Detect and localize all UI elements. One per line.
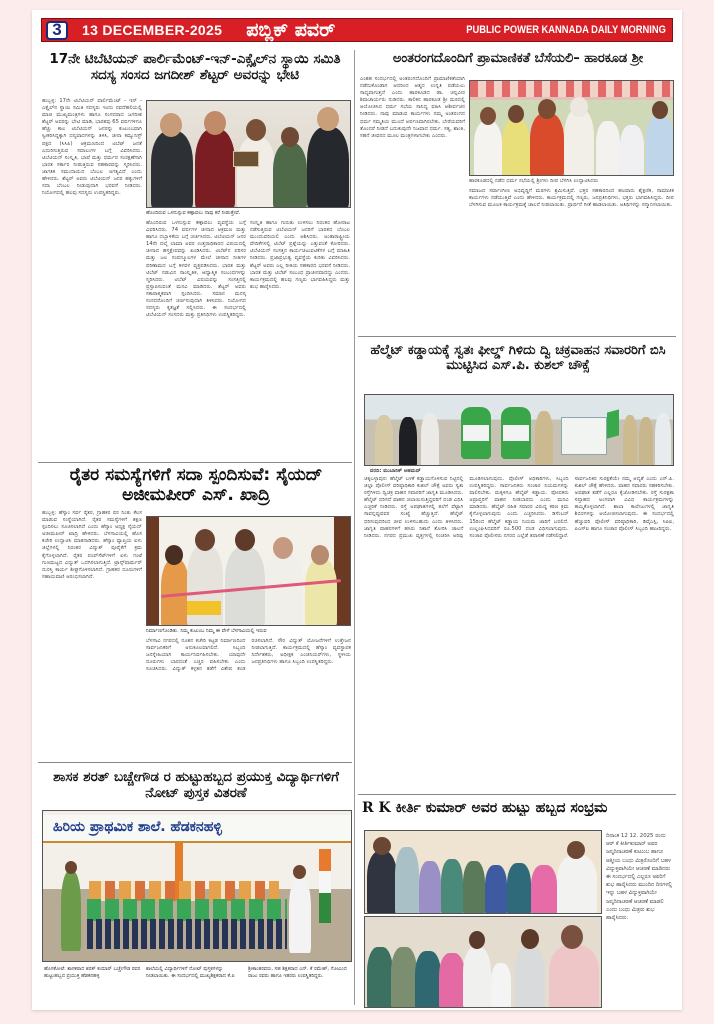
article-body: ಸಮಾಜದ ಸರ್ವಾಂಗೀಣ ಅಭಿವೃದ್ಧಿಗೆ ಮಠಗಳು ಶ್ರಮಿಸುತ್ತಿವೆ. ಭಕ್ತರ ಸಹಕಾರದಿಂದ ಹಲವಾರು ಶೈಕ್ಷಣಿಕ, ಸಾಮಾಜಿಕ ಕಾರ್ಯಗಳು ನಡೆಯುತ್ತಿವೆ ಎಂದು ಹೇಳಿದರು. ಕಾರ್ಯಕ್ರಮದಲ್ಲಿ ಗಣ್ಯರು, ಜನಪ್ರತಿನಿಧಿಗಳು, ಭಕ್ತರು ಭಾಗವಹಿಸಿದ್ದರು. ದೀಪ ಬೆಳಗಿಸುವ ಮೂಲಕ ಕಾರ್ಯಕ್ರಮಕ್ಕೆ ಚಾಲನೆ ನೀಡಲಾಯಿತು. ಪ್ರಾರ್ಥನೆ ಗೀತೆ ಹಾಡಲಾಯಿತು. ಅತಿಥಿಗಳನ್ನು ಸನ್ಮಾನಿಸಲಾಯಿತು.: [469, 188, 674, 209]
edition-date: 13 DECEMBER-2025: [82, 22, 223, 38]
photo-caption: ಹೊಂದಿರುವ ಒಳನುಸ್ಸುವ ಕಣ್ಗಾವಲು ನಾವು ಕರೆ ನೀಡುತ್ತೇವೆ.: [146, 210, 241, 216]
article-body: ಹಾರಕೂಡದಲ್ಲಿ ನಡೆದ ಧರ್ಮ ಸಭೆಯಲ್ಲಿ ಶ್ರೀಗಳು ದೀಪ ಬೆಳಗಿಸಿ ಉದ್ಘಾಟಿಸಿದರು: [469, 178, 599, 184]
headline-notebook-distribution[interactable]: ಶಾಸಕ ಶರತ್ ಬಚ್ಚೇಗೌಡ ರ ಹುಟ್ಟುಹಬ್ಬದ ಪ್ರಯುಕ್ತ ವಿದ್ಯಾರ್ಥಿಗಳಿಗೆ ನೋಟ್ ಪುಸ್ತಕ ವಿತರಣೆ: [53, 769, 339, 801]
section-divider: [358, 794, 676, 795]
column-divider: [354, 50, 355, 1005]
section-divider: [38, 762, 352, 763]
page-number: 3: [46, 21, 68, 40]
headline-farmers-syed[interactable]: ರೈತರ ಸಮಸ್ಯೆಗಳಿಗೆ ಸದಾ ಸ್ಪಂದಿಸುವೆ: ಸೈಯದ್ ಅಜೀಮಪೀರ್ ಎಸ್. ಖಾದ್ರಿ: [69, 465, 323, 505]
photo-caption: ಶಾಲೆಯಲ್ಲಿ ವಿದ್ಯಾರ್ಥಿಗಳಿಗೆ ನೋಟ್ ಪುಸ್ತಕಗಳನ್ನು ನೀಡಲಾಯಿತು. ಈ ಸಂದರ್ಭದಲ್ಲಿ ಮುಖ್ಯಶಿಕ್ಷಕರಾದ ಕೆ.ಪಿ: [146, 966, 235, 979]
article-body: ಹುಬ್ಬಳ್ಳಿ: ಹೆಸ್ಕಾಂ ಸರ್ವ ರೈತರ, ಗ್ರಾಹಕರ ಪರ ನಿಂತು ಕೆಲಸ ಮಾಡುವ ಸಂಸ್ಥೆಯಾಗಿದೆ. ರೈತರ ಸಮಸ್ಯೆಗಳಿಗೆ ತಕ್ಷಣ ಸ್ಪಂದಿಸಲು ಸೂಚಿಸಲಾಗಿದೆ ಎಂದು ಹೆಸ್ಕಾಂ ಅಧ್ಯಕ್ಷ ಸೈಯದ್ ಅಜೀಮಪೀರ್ ಖಾದ್ರಿ ಹೇಳಿದರು. ಬೆಳಗಾವಿಯಲ್ಲಿ ಹೊಸ ಕಚೇರಿ ಉದ್ಘಾಟಿಸಿ ಮಾತನಾಡಿದರು. ಹೆಸ್ಕಾಂ ವ್ಯಾಪ್ತಿಯ ಏಳು ಜಿಲ್ಲೆಗಳಲ್ಲಿ ನಿರಂತರ ವಿದ್ಯುತ್ ಪೂರೈಕೆಗೆ ಕ್ರಮ ಕೈಗೊಳ್ಳಲಾಗಿದೆ. ರೈತರ ಪಂಪ್‌ಸೆಟ್‌ಗಳಿಗೆ ಏಳು ಗಂಟೆ ಗುಣಮಟ್ಟದ ವಿದ್ಯುತ್ ಒದಗಿಸಲಾಗುತ್ತಿದೆ. ಟ್ರಾನ್ಸ್‌ಫಾರ್ಮರ್ ದುರಸ್ತಿ ಕಾರ್ಯ ಶೀಘ್ರಗೊಳಿಸಲಾಗಿದೆ. ಗ್ರಾಹಕರ ದೂರುಗಳಿಗೆ ಸಹಾಯವಾಣಿ ಆರಂಭಿಸಲಾಗಿದೆ.: [42, 510, 142, 580]
photo-birthday-family-1[interactable]: [364, 830, 602, 914]
masthead: [41, 18, 673, 42]
article-body: ದಿನಾಂಕ 12 12. 2025 ರಂದು ಆರ್ ಕೆ ಕೀರ್ತಿಕುಮಾರ್ ಅವರ ಜನ್ಮದಿನಾಚರಣೆ ಕುಟುಂಬ ಹಾಗೂ ಆತ್ಮೀಯ ಬಂಧು ಮಿತ್ರರೊಂದಿಗೆ ಬಹಳ ವಿದ್ಯುಕ್ತವಾಗಿಯೇ ಆಚರಣೆ ಮಾಡಿದರು ಈ ಸಂದರ್ಭದಲ್ಲಿ ಎಲ್ಲರೂ ಅವರಿಗೆ ಶುಭ ಹಾರೈಸಿದರು ಮುಂದಿನ ದಿನಗಳಲ್ಲಿ ಇನ್ನು ಬಹಳ ವಿದ್ಯುಕ್ತವಾಗಿಯೇ ಜನ್ಮದಿನಾಚರಣೆ ಆಚರಣೆ ಮಾಡಲಿ ಎಂದು ಬಂಧು ಮಿತ್ರರು ಶುಭ ಹಾರೈಸಿದರು.: [606, 833, 673, 922]
newspaper-title: ಪಬ್ಲಿಕ್ ಪವರ್: [246, 19, 336, 41]
headline-rk-keerthi-birthday[interactable]: R K ಕೀರ್ತಿ ಕುಮಾರ್ ಅವರ ಹುಟ್ಟು ಹಬ್ಬದ ಸಂಭ್ರಮ: [362, 800, 608, 816]
article-body: ಚಿಕ್ಕಬಳ್ಳಾಪುರ: ಹೆಲ್ಮೆಟ್ ಬಳಕೆ ಕಡ್ಡಾಯಗೊಳಿಸುವ ನಿಟ್ಟಿನಲ್ಲಿ ಜಿಲ್ಲಾ ಪೊಲೀಸ್ ವರಿಷ್ಠಾಧಿಕಾರಿ ಕುಶಲ್ ಚೌಕ್ಸೆ ಅವರು ಸ್ವತಃ ರಸ್ತೆಗಿಳಿದು ದ್ವಿಚಕ್ರ ವಾಹನ ಸವಾರರಿಗೆ ಜಾಗೃತಿ ಮೂಡಿಸಿದರು. ಹೆಲ್ಮೆಟ್ ಧರಿಸದೆ ವಾಹನ ಚಲಾಯಿಸುತ್ತಿದ್ದವರಿಗೆ ದಂಡ ವಿಧಿಸಿ ಎಚ್ಚರಿಕೆ ನೀಡಿದರು. ರಸ್ತೆ ಅಪಘಾತಗಳಲ್ಲಿ ತಲೆಗೆ ಪೆಟ್ಟಾಗಿ ಸಾವನ್ನಪ್ಪುವವರ ಸಂಖ್ಯೆ ಹೆಚ್ಚುತ್ತಿದೆ. ಹೆಲ್ಮೆಟ್ ಧರಿಸುವುದರಿಂದ ಜೀವ ಉಳಿಸಬಹುದು ಎಂದು ತಿಳಿಸಿದರು. ಜಾಗೃತಿ ವಾಹನಗಳಿಗೆ ಹಸಿರು ನಿಶಾನೆ ತೋರಿಸಿ ಚಾಲನೆ ನೀಡಿದರು. ನಗರದ ಪ್ರಮುಖ ವೃತ್ತಗಳಲ್ಲಿ ಸಂಚರಿಸಿ ಅರಿವು ಮೂಡಿಸಲಾಗುವುದು. ಪೊಲೀಸ್ ಅಧಿಕಾರಿಗಳು, ಸಿಬ್ಬಂದಿ ಉಪಸ್ಥಿತರಿದ್ದರು. ಸಾರ್ವಜನಿಕರು ಸಂಚಾರ ನಿಯಮಗಳನ್ನು ಪಾಲಿಸಬೇಕು. ಮಕ್ಕಳಿಗೂ ಹೆಲ್ಮೆಟ್ ಕಡ್ಡಾಯ. ಪೋಷಕರು ಅಪ್ರಾಪ್ತರಿಗೆ ವಾಹನ ನೀಡಬಾರದು ಎಂದು ಮನವಿ ಮಾಡಿದರು. ಹೆಲ್ಮೆಟ್ ರಹಿತ ಸವಾರರ ವಿರುದ್ಧ ಕಠಿಣ ಕ್ರಮ ಕೈಗೊಳ್ಳಲಾಗುವುದು ಎಂದು ಎಚ್ಚರಿಸಿದರು. ಡಿಸೆಂಬರ್ 15ರಿಂದ ಹೆಲ್ಮೆಟ್ ಕಡ್ಡಾಯ ನಿಯಮ ಜಾರಿಗೆ ಬರಲಿದೆ. ಉಲ್ಲಂಘಿಸಿದವರಿಗೆ ರೂ.500 ದಂಡ ವಿಧಿಸಲಾಗುವುದು. ಸಂಚಾರ ಪೊಲೀಸರು ನಗರದ ಎಲ್ಲೆಡೆ ತಪಾಸಣೆ ನಡೆಸಲಿದ್ದಾರೆ. ಸಾರ್ವಜನಿಕರ ಸುರಕ್ಷತೆಯೇ ನಮ್ಮ ಆದ್ಯತೆ ಎಂದು ಎಸ್.ಪಿ. ಕುಶಲ್ ಚೌಕ್ಸೆ ಹೇಳಿದರು. ವಾಹನ ಸವಾರರು ಸಹಕರಿಸಬೇಕು. ಅಪಘಾತ ತಡೆಗೆ ಎಲ್ಲರೂ ಕೈಜೋಡಿಸಬೇಕು. ರಸ್ತೆ ಸುರಕ್ಷತಾ ಸಪ್ತಾಹದ ಅಂಗವಾಗಿ ವಿವಿಧ ಕಾರ್ಯಕ್ರಮಗಳನ್ನು ಹಮ್ಮಿಕೊಳ್ಳಲಾಗಿದೆ. ಶಾಲಾ ಕಾಲೇಜುಗಳಲ್ಲಿ ಜಾಗೃತಿ ಶಿಬಿರಗಳನ್ನು ಆಯೋಜಿಸಲಾಗುವುದು. ಈ ಸಂದರ್ಭದಲ್ಲಿ ಹೆಚ್ಚುವರಿ ಪೊಲೀಸ್ ವರಿಷ್ಠಾಧಿಕಾರಿ, ಡಿವೈಎಸ್ಪಿ, ಸಿಪಿಐ, ಪಿಎಸ್ಐ ಹಾಗೂ ಸಂಚಾರ ಪೊಲೀಸ್ ಸಿಬ್ಬಂದಿ ಹಾಜರಿದ್ದರು.: [364, 476, 674, 539]
section-divider: [358, 336, 676, 337]
photo-birthday-family-2[interactable]: [364, 916, 602, 1008]
photo-caption: ನಿರ್ಮಾಣಗೊಂಡಿತು. ನಿಮ್ಮ ಕುಟುಂಬ ನಿಮ್ಮ ಈ ವೇಳೆ ಬೆಳಗಾವಿಯಲ್ಲಿ ಇರುವ: [146, 628, 267, 634]
photo-school-students[interactable]: [42, 810, 352, 962]
photo-caption: ಶ್ರೀಕಾಂತರವರು, ಸಹ ಶಿಕ್ಷಕರಾದ ಎನ್. ಕೆ ರಮೇಶ್, ಗೋವಿಂದ ರಾಜು ರವರು ಹಾಗೂ ಇತರರು ಉಪಸ್ಥಿತರಿದ್ದರು.: [248, 966, 347, 979]
school-sign: ಹಿರಿಯ ಪ್ರಾಥಮಿಕ ಶಾಲೆ. ಹೆಡಕನಹಳ್ಳಿ: [53, 819, 222, 835]
headline-helmet-awareness[interactable]: ಹೆಲ್ಮೆಟ್ ಕಡ್ಡಾಯಕ್ಕೆ ಸ್ವತಃ ಫೀಲ್ಡ್ ಗಿಳಿದು ದ್ವಿ ಚಕ್ರವಾಹನ ಸವಾರರಿಗೆ ಬಿಸಿ ಮುಟ್ಟಿಸಿದ ಎಸ್.ಪಿ. ಕುಶಲ್ ಚೌಕ್ಸೆ: [370, 343, 666, 373]
article-byline: ವರದಿ: ಮುಬಾರಿಕ್ ಅಹಮದ್: [370, 468, 421, 474]
article-body: ಸಂಸ್ಕೃತಿ ಹಾಗೂ ಗುರುತು ಉಳಿಸಲು ನಿರಂತರ ಹೋರಾಟ ನಡೆಸುತ್ತಿರುವ ಟಿಬೆಟಿಯನ್ ಜನರಿಗೆ ಭಾರತದ ಬೆಂಬಲ ಮುಂದುವರಿಯಲಿ ಎಂದು ಆಶಿಸಿದರು. ಅಂತಾರಾಷ್ಟ್ರೀಯ ವೇದಿಕೆಗಳಲ್ಲಿ ಟಿಬೆಟ್ ಪ್ರಶ್ನೆಯನ್ನು ಎತ್ತುವಂತೆ ಕೋರಿದರು. ಟಿಬೆಟಿಯನ್ ಸಂಸತ್ತಿನ ಕಾರ್ಯಚಟುವಟಿಕೆಗಳ ಬಗ್ಗೆ ಮಾಹಿತಿ ನೀಡಿದರು. ಪ್ರಜಾಪ್ರಭುತ್ವ ವ್ಯವಸ್ಥೆಯ ಕುರಿತು ವಿವರಿಸಿದರು. ಶೆಟ್ಟರ್ ಅವರು ಎಲ್ಲ ರೀತಿಯ ಸಹಕಾರದ ಭರವಸೆ ನೀಡಿದರು. ಭಾರತ ಮತ್ತು ಟಿಬೆಟ್ ಸಂಬಂಧ ಪ್ರಾಚೀನವಾದದ್ದು ಎಂದರು. ಕಾರ್ಯಕ್ರಮದಲ್ಲಿ ಹಲವು ಗಣ್ಯರು ಭಾಗವಹಿಸಿದ್ದರು ಮತ್ತು ಶುಭ ಹಾರೈಸಿದರು.: [250, 220, 350, 290]
article-body: ಬೆಳಗಾವಿ ನಗರದಲ್ಲಿ ನೂತನ ಕಚೇರಿ ಕಟ್ಟಡ ನಿರ್ಮಾಣದಿಂದ ಸಾರ್ವಜನಿಕರಿಗೆ ಅನುಕೂಲವಾಗಲಿದೆ. ಸಿಬ್ಬಂದಿ ಜನಸ್ನೇಹಿಯಾಗಿ ಕಾರ್ಯನಿರ್ವಹಿಸಬೇಕು. ಯಾವುದೇ ದೂರುಗಳು ಬಾರದಂತೆ ಎಚ್ಚರ ವಹಿಸಬೇಕು ಎಂದು ಸೂಚಿಸಿದರು. ವಿದ್ಯುತ್ ಕಳ್ಳತನ ತಡೆಗೆ ವಿಶೇಷ ತಂಡ ರಚಿಸಲಾಗಿದೆ. ಸೌರ ವಿದ್ಯುತ್ ಯೋಜನೆಗಳಿಗೆ ಉತ್ತೇಜನ ನೀಡಲಾಗುತ್ತಿದೆ. ಕಾರ್ಯಕ್ರಮದಲ್ಲಿ ಹೆಸ್ಕಾಂ ವ್ಯವಸ್ಥಾಪಕ ನಿರ್ದೇಶಕರು, ಅಧೀಕ್ಷಕ ಎಂಜಿನಿಯರ್‌ಗಳು, ಸ್ಥಳೀಯ ಜನಪ್ರತಿನಿಧಿಗಳು ಹಾಗೂ ಸಿಬ್ಬಂದಿ ಉಪಸ್ಥಿತರಿದ್ದರು.: [146, 638, 351, 673]
headline-tibetan-parliament[interactable]: 17ನೇ ಟಿಬೆಟಿಯನ್ ಪಾರ್ಲಿಮೆಂಟ್-ಇನ್-ಎಕ್ಸೈಲ್‌ನ ಸ್ಥಾಯಿ ಸಮಿತಿ ಸದಸ್ಯ ಸಂಸದ ಜಗದೀಶ್ ಶೆಟ್ಟರ್ ಅವರನ್ನು ಭೇಟಿ: [49, 51, 341, 83]
newspaper-page: [32, 10, 682, 1010]
newspaper-subtitle: PUBLIC POWER KANNADA DAILY MORNING: [466, 24, 666, 36]
photo-tibetan-delegation[interactable]: [146, 100, 351, 208]
photo-helmet-rally[interactable]: [364, 394, 674, 466]
photo-office-inauguration[interactable]: [146, 516, 351, 626]
photo-paarakooda-event[interactable]: [469, 80, 674, 176]
article-body: ಹೊಂದಿರುವ ಒಳನುಸ್ಸುವ ಕಣ್ಗಾವಲು ವ್ಯವಸ್ಥೆಯ ಬಗ್ಗೆ ವಿವರಿಸಿದರು. 74 ವರ್ಷಗಳ ಚೀನಾದ ಆಕ್ರಮಣ ಮತ್ತು ಹಾಗೂ ದಬ್ಬಾಳಿಕೆಯ ಬಗ್ಗೆ ಚರ್ಚಿಸಿದರು. ಟಿಬೆಟಿಯನ್ ಜನರ 14ನೇ ದಲೈ ಲಾಮಾ ಅವರ ಉತ್ತರಾಧಿಕಾರದ ವಿಷಯದಲ್ಲಿ ಚೀನಾದ ಹಸ್ತಕ್ಷೇಪವನ್ನು ಖಂಡಿಸಿದರು. ಟಿಬೆಟ್‌ನ ಪರಿಸರ ಮತ್ತು ಜಲ ಸಂಪನ್ಮೂಲಗಳ ಮೇಲೆ ಚೀನಾದ ನೀತಿಗಳ ಪರಿಣಾಮದ ಬಗ್ಗೆ ಕಳವಳ ವ್ಯಕ್ತಪಡಿಸಿದರು. ಭಾರತ ಮತ್ತು ಟಿಬೆಟ್ ನಡುವಿನ ಸಾಂಸ್ಕೃತಿಕ, ಆಧ್ಯಾತ್ಮಿಕ ಸಂಬಂಧಗಳನ್ನು ಸ್ಮರಿಸಿದರು. ಟಿಬೆಟ್ ವಿಷಯವನ್ನು ಸಂಸತ್ತಿನಲ್ಲಿ ಪ್ರಸ್ತಾಪಿಸುವಂತೆ ಮನವಿ ಮಾಡಿದರು. ಶೆಟ್ಟರ್ ಅವರು ಸಕಾರಾತ್ಮಕವಾಗಿ ಸ್ಪಂದಿಸಿದರು. ಸಮಾನ ಮನಸ್ಕ ಸಂಸದರೊಂದಿಗೆ ಚರ್ಚಿಸುವುದಾಗಿ ತಿಳಿಸಿದರು. ನಿಯೋಗದ ಸದಸ್ಯರು ಕೃತಜ್ಞತೆ ಸಲ್ಲಿಸಿದರು. ಈ ಸಂದರ್ಭದಲ್ಲಿ ಟಿಬೆಟಿಯನ್ ಸಂಸದರು ಮತ್ತು ಪ್ರತಿನಿಧಿಗಳು ಉಪಸ್ಥಿತರಿದ್ದರು.: [146, 220, 246, 319]
article-body: ಎಂತಹ ಸಂದರ್ಭದಲ್ಲಿ ಅಂತರಂಗದೊಂದಿಗೆ ಪ್ರಾಮಾಣಿಕತೆಯಾಗಿ ನಡೆದುಕೊಂಡಾಗ ಆದರಿಂದ ಆತ್ಮದ ಉನ್ನತಿ ಪಡೆಯಲು ಸಾಧ್ಯವಾಗುತ್ತದೆ ಎಂದು ಹಾರಕೂಡದ ಡಾ. ಚನ್ನವೀರ ಶಿವಾಚಾರ್ಯರು ನುಡಿದರು. ಕಾಲಿಕನ ಹಾರಕೂಡ ಶ್ರೀ ಮಠದಲ್ಲಿ ಆಯೋಜಿಸಿದ ಧರ್ಮ ಸಭೆಯ ಸಾನಿಧ್ಯ ವಹಿಸಿ ಆಶೀರ್ವಚನ ನೀಡಿದರು. ನಾವು ಮಾಡುವ ಕಾರ್ಯಗಳು ನಮ್ಮ ಅಂತರಂಗದ ಧರ್ಮ ಸಮ್ಮತಿಯ ಮುಂದೆ ಅರ್ಪಣವಾಗಿರಬೇಕು. ಬೇರೆಯವರಿಗೆ ತೊಂದರೆ ನೀಡದೆ ಬದುಕುವುದೇ ನಿಜವಾದ ಧರ್ಮ. ಸತ್ಯ, ಶಾಂತಿ, ಸಹನೆ ಜೀವನದ ಮೂಲ ಮಂತ್ರಗಳಾಗಬೇಕು ಎಂದರು.: [360, 76, 465, 139]
headline-paarakooda-sri[interactable]: ಅಂತರಂಗದೊಂದಿಗೆ ಪ್ರಾಮಾಣಿಕತೆ ಬೆಸೆಯಲಿ– ಹಾರಕೂಡ ಶ್ರೀ: [392, 52, 644, 66]
article-body: ಹುಬ್ಬಳ್ಳಿ: 17ನೇ ಟಿಬೆಟಿಯನ್ ಪಾರ್ಲಿಮೆಂಟ್ - ಇನ್ - ಎಕ್ಸೈಲ್‌ನ ಸ್ಥಾಯಿ ಸಮಿತಿ ಸದಸ್ಯರು ಇಂದು ನವದೆಹಲಿಯಲ್ಲಿ ಮಾಜಿ ಮುಖ್ಯಮಂತ್ರಿಗಳು ಹಾಗೂ ಸಂಸದರಾದ ಜಗದೀಶ ಶೆಟ್ಟರ್ ಅವರನ್ನು ಭೇಟಿ ಮಾಡಿ, ಭಾರತವು 65 ವರ್ಷಗಳಿಗೂ ಹೆಚ್ಚು ಕಾಲ ಟಿಬೆಟಿಯನ್ ಜನರನ್ನು ಕುಟುಂಬವಾಗಿ ಸ್ವೀಕರಿಸಿದ್ದಕ್ಕಾಗಿ ಧನ್ಯವಾದಗಳನ್ನು ತಿಳಿಸಿ, ಚೀನಾ ಕಮ್ಯುನಿಸ್ಟ್ ಪಕ್ಷದ (ಸಿಸಿಪಿ) ಆಕ್ರಮಣದಿಂದ ಟಿಬೆಟ್ ಜನತೆ ಎದುರಿಸುತ್ತಿರುವ ಸವಾಲುಗಳ ಬಗ್ಗೆ ವಿವರಿಸಿದರು. ಟಿಬೆಟಿಯನ್ ಸಂಸ್ಕೃತಿ, ಭಾಷೆ ಮತ್ತು ಧರ್ಮದ ಸಂರಕ್ಷಣೆಗಾಗಿ ಭಾರತ ಸರ್ಕಾರ ನೀಡುತ್ತಿರುವ ಸಹಕಾರವನ್ನು ಸ್ಮರಿಸಿದರು. ಜಾಗತಿಕ ಸಮುದಾಯದ ಬೆಂಬಲ ಅಗತ್ಯವಿದೆ ಎಂದು ಹೇಳಿದರು. ಶೆಟ್ಟರ್ ಅವರು ಟಿಬೆಟಿಯನ್ ಜನರ ಹಕ್ಕುಗಳಿಗೆ ಸದಾ ಬೆಂಬಲ ನೀಡುವುದಾಗಿ ಭರವಸೆ ನೀಡಿದರು. ನಿಯೋಗದಲ್ಲಿ ಹಲವು ಸದಸ್ಯರು ಉಪಸ್ಥಿತರಿದ್ದರು.: [42, 98, 142, 197]
photo-caption: ಹೊಸಕೋಟೆ: ಶಾಸಕರಾದ ಶರತ್ ಕುಮಾರ್ ಬಚ್ಚೇಗೌಡ ರವರ ಹುಟ್ಟುಹಬ್ಬದ ಪ್ರಯುಕ್ತ ಹೆಡಕನಹಳ್ಳಿ: [44, 966, 141, 979]
section-divider: [38, 462, 352, 463]
